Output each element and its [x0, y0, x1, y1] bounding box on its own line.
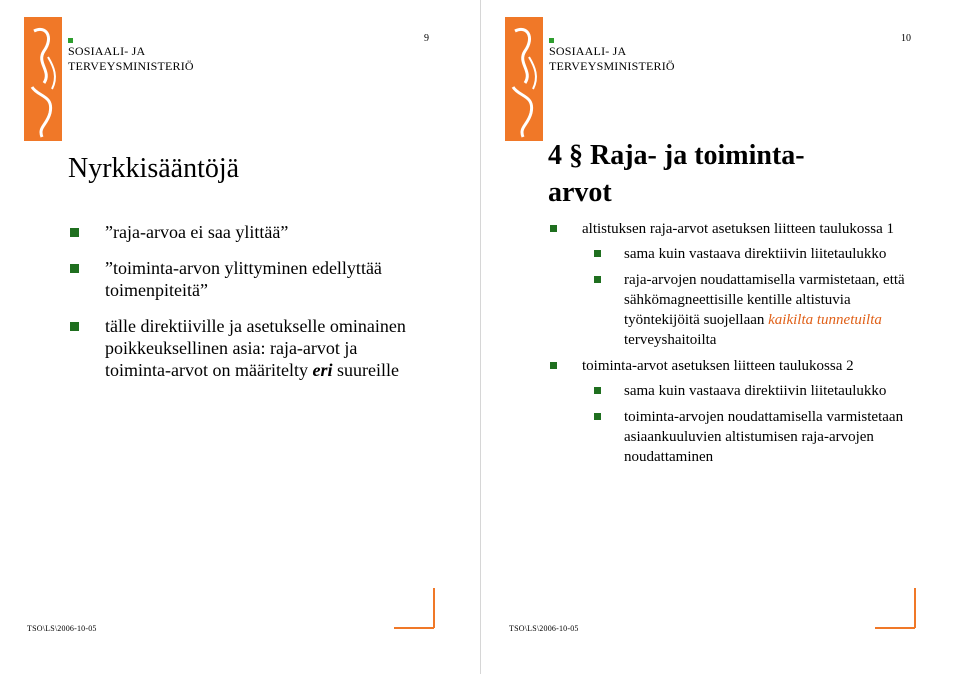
list-item	[548, 356, 918, 467]
sub-list-item	[582, 407, 918, 467]
org-line-1: SOSIAALI- JA	[68, 44, 146, 58]
footer-code: TSO\LS\2006-10-05	[509, 624, 579, 633]
list-item-text: altistuksen raja-arvot asetuksen liitteen taulukossa 1	[582, 221, 894, 237]
sub-list-item-text: sama kuin vastaava direktiivin liitetaulukko	[624, 246, 887, 262]
bullet-icon	[70, 264, 79, 273]
slide-title: Nyrkkisääntöjä	[68, 153, 240, 184]
bullet-icon	[550, 362, 557, 369]
bullet-list	[68, 221, 408, 395]
corner-decoration-icon	[857, 586, 917, 634]
list-item-text: ”toiminta-arvon ylittyminen edellyttää toimenpiteitä”	[105, 258, 382, 300]
bullet-icon	[70, 322, 79, 331]
ministry-logo-icon	[24, 17, 62, 141]
green-square-icon	[549, 38, 554, 43]
footer-code: TSO\LS\2006-10-05	[27, 624, 97, 633]
list-item-text-end: suureille	[332, 360, 399, 380]
organization-name	[68, 44, 194, 74]
green-square-icon	[68, 38, 73, 43]
list-item	[68, 257, 408, 301]
org-line-2: TERVEYSMINISTERIÖ	[549, 59, 675, 73]
sub-list	[582, 244, 918, 350]
emphasis-text: eri	[312, 360, 333, 380]
org-line-1: SOSIAALI- JA	[549, 44, 627, 58]
list-item-text: toiminta-arvot asetuksen liitteen taulukossa 2	[582, 358, 854, 374]
organization-name	[549, 44, 675, 74]
list-item-text: ”raja-arvoa ei saa ylittää”	[105, 222, 289, 242]
page-number: 10	[901, 33, 911, 44]
sub-list-item-text: raja-arvojen noudattamisella varmistetaan, että sähkömagneettisille kentille altistuvia työntekijöitä suojellaan	[624, 272, 905, 328]
slide-title: 4 § Raja- ja toiminta-arvot	[548, 140, 805, 208]
sub-list-item-text: toiminta-arvojen noudattamisella varmistetaan asiaankuuluvien altistumisen raja-arvojen noudattaminen	[624, 409, 904, 465]
bullet-icon	[594, 387, 601, 394]
bullet-icon	[594, 413, 601, 420]
list-item	[68, 221, 408, 243]
sub-list-item	[582, 270, 918, 350]
bullet-icon	[594, 250, 601, 257]
bullet-icon	[550, 225, 557, 232]
corner-decoration-icon	[376, 586, 436, 634]
org-line-2: TERVEYSMINISTERIÖ	[68, 59, 194, 73]
ministry-logo-icon	[505, 17, 543, 141]
sub-list	[582, 381, 918, 467]
page-number: 9	[424, 33, 429, 44]
sub-list-item	[582, 244, 918, 264]
sub-list-item	[582, 381, 918, 401]
sub-list-item-text: sama kuin vastaava direktiivin liitetaulukko	[624, 383, 887, 399]
list-item	[548, 219, 918, 350]
sub-list-item-text-end: terveyshaitoilta	[624, 332, 717, 348]
bullet-icon	[594, 276, 601, 283]
bullet-list	[548, 219, 918, 473]
list-item-text: tälle direktiiville ja asetukselle ominainen poikkeuksellinen asia: raja-arvot ja toiminta-arvot on määritelty	[105, 316, 406, 380]
bullet-icon	[70, 228, 79, 237]
highlight-text: kaikilta tunnetuilta	[768, 312, 882, 328]
list-item	[68, 315, 408, 381]
